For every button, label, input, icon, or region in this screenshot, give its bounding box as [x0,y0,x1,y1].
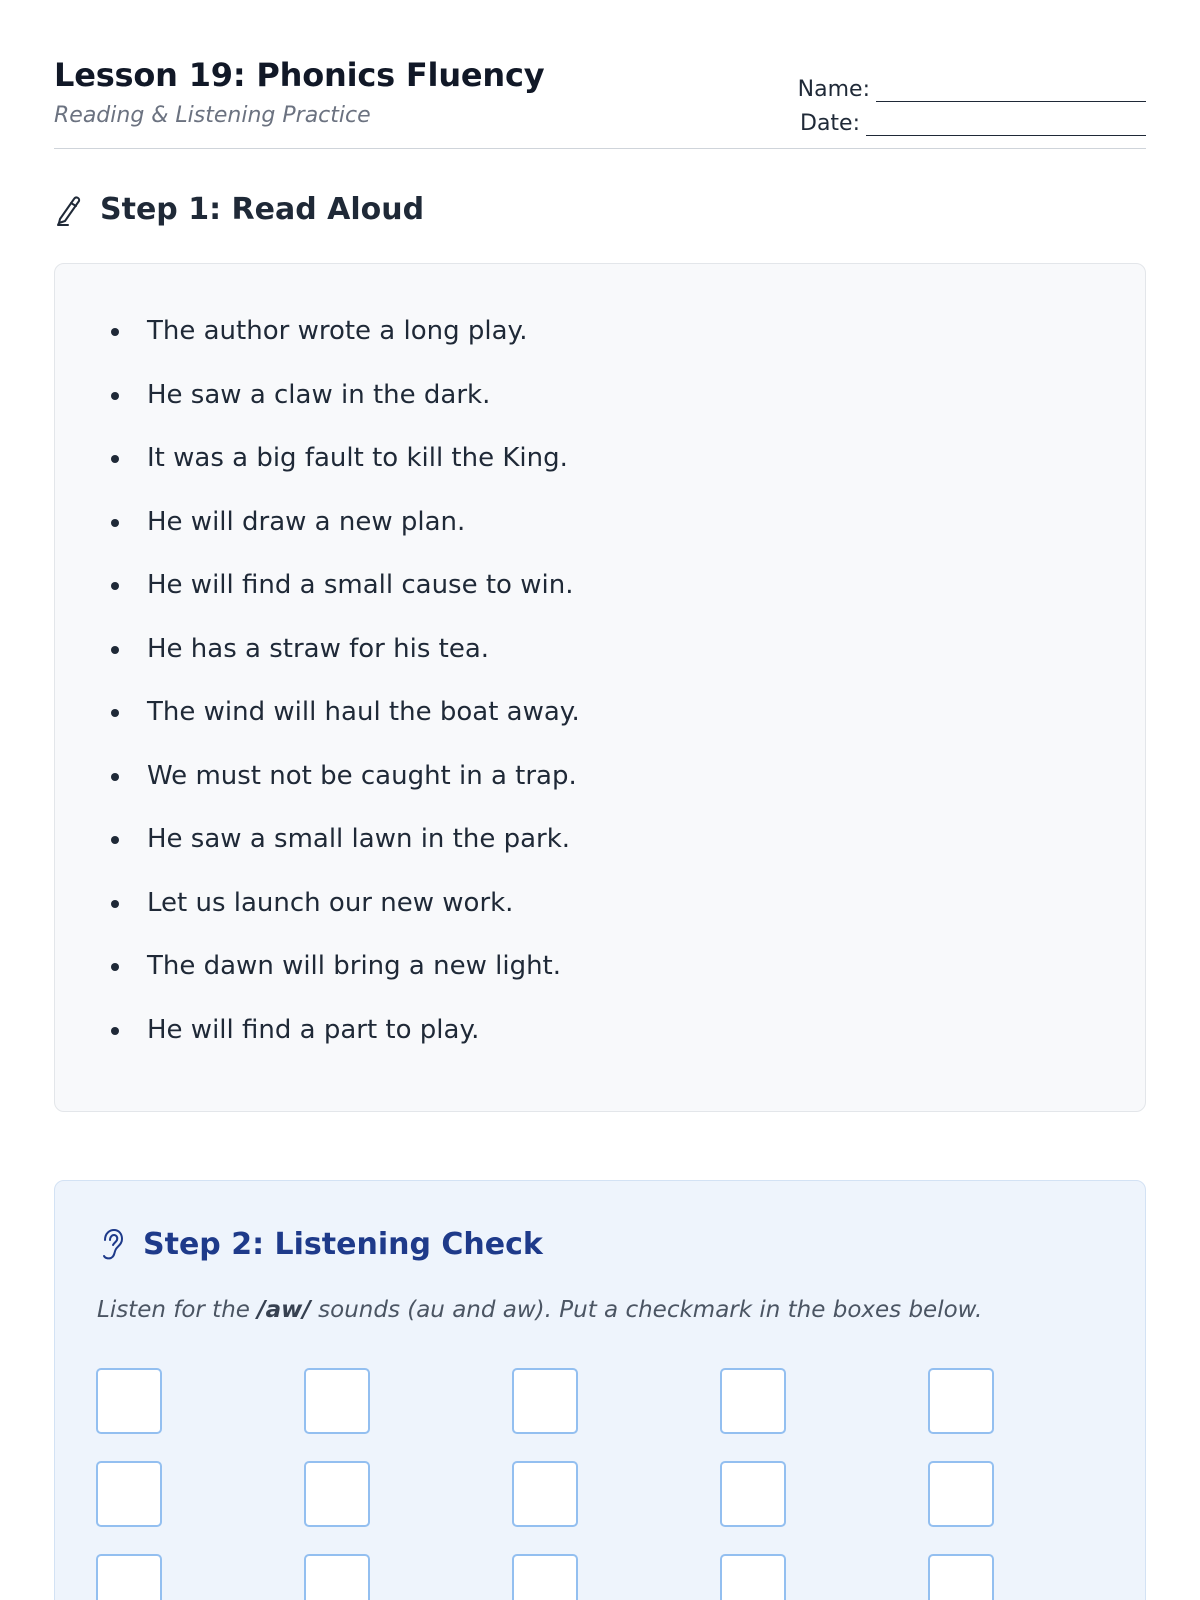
listening-check-panel [54,1180,1146,1600]
sentence-item: He has a straw for his tea. [111,634,580,698]
answer-checkbox[interactable] [96,1461,162,1527]
sentence-list [111,316,580,1078]
step1-heading [54,192,424,227]
checkbox-grid [96,1368,994,1600]
instruction-text-start: Listen for the [97,1297,258,1323]
answer-checkbox[interactable] [96,1368,162,1434]
instruction-text-end: sounds (au and aw). Put a checkmark in the boxes below. [310,1297,983,1323]
worksheet-header [54,0,1146,149]
name-field-row [796,68,1146,102]
listening-instruction [97,1297,982,1323]
answer-checkbox[interactable] [720,1554,786,1600]
sentence-item: Let us launch our new work. [111,888,580,952]
sentence-item: He will draw a new plan. [111,507,580,571]
step2-heading [99,1227,543,1262]
pen-icon [54,193,84,227]
read-aloud-panel [54,263,1146,1112]
answer-checkbox[interactable] [304,1368,370,1434]
sentence-item: He will find a part to play. [111,1015,580,1079]
name-field[interactable] [876,80,1146,102]
step2-title: Step 2: Listening Check [143,1227,543,1262]
ear-icon [99,1228,125,1262]
answer-checkbox[interactable] [304,1461,370,1527]
sentence-item: The author wrote a long play. [111,316,580,380]
lesson-subtitle: Reading & Listening Practice [54,103,371,128]
lesson-title: Lesson 19: Phonics Fluency [54,56,545,94]
sentence-item: He will find a small cause to win. [111,570,580,634]
answer-checkbox[interactable] [928,1554,994,1600]
step1-title: Step 1: Read Aloud [100,192,425,227]
answer-checkbox[interactable] [512,1554,578,1600]
answer-checkbox[interactable] [720,1461,786,1527]
date-field-row [796,102,1146,136]
sentence-item: He saw a small lawn in the park. [111,824,580,888]
answer-checkbox[interactable] [304,1554,370,1600]
student-info-fields [796,68,1146,136]
answer-checkbox[interactable] [512,1368,578,1434]
answer-checkbox[interactable] [928,1368,994,1434]
answer-checkbox[interactable] [720,1368,786,1434]
answer-checkbox[interactable] [928,1461,994,1527]
target-sound: /aw/ [257,1297,311,1323]
date-label: Date: [800,111,860,136]
name-label: Name: [797,77,870,102]
date-field[interactable] [866,114,1146,136]
sentence-item: It was a big fault to kill the King. [111,443,580,507]
sentence-item: The dawn will bring a new light. [111,951,580,1015]
answer-checkbox[interactable] [512,1461,578,1527]
answer-checkbox[interactable] [96,1554,162,1600]
sentence-item: We must not be caught in a trap. [111,761,580,825]
sentence-item: The wind will haul the boat away. [111,697,580,761]
sentence-item: He saw a claw in the dark. [111,380,580,444]
